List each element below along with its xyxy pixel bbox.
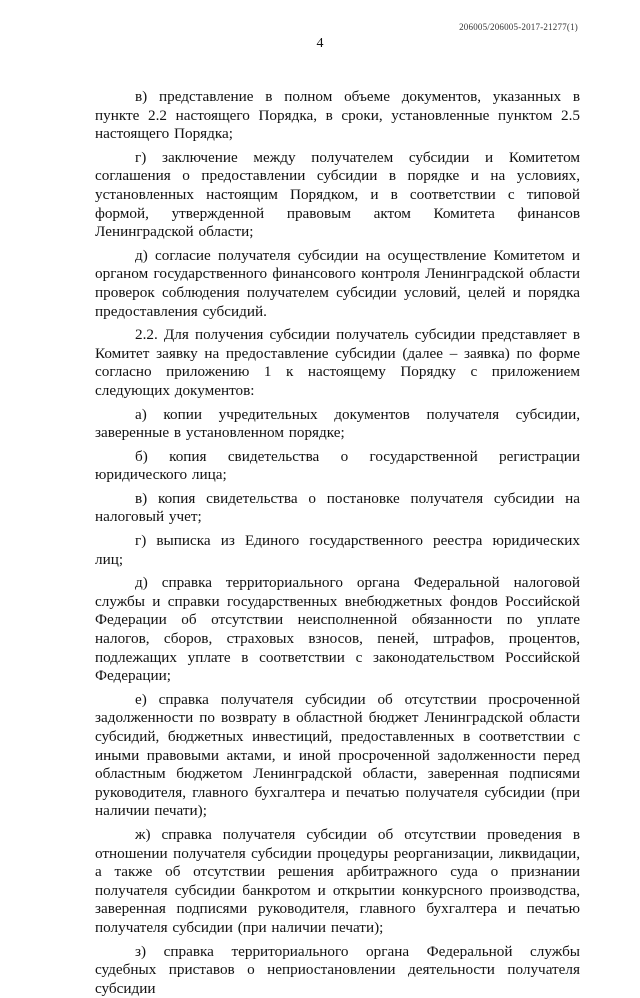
document-code: 206005/206005-2017-21277(1) [459,22,578,32]
paragraph-doc-e: е) справка получателя субсидии об отсутствии просроченной задолженности по возврату в областной бюджет Ленинградской области субсидий, бюджетных инвестиций, предоставленных в соответствии с иными правовыми актами, и иной просроченной задолженности перед областным бюджетом Ленинградской области, заверенная подписями руководителя, главного бухгалтера и печатью получателя субсидии (при наличии печати); [95,690,580,820]
paragraph-doc-zh: ж) справка получателя субсидии об отсутствии проведения в отношении получателя субсидии процедуры реорганизации, ликвидации, а также об отсутствии решения арбитражного суда о признании получателя субсидии банкротом и открытии конкурсного производства, заверенная подписями руководителя, главного бухгалтера и печатью получателя субсидии (при наличии печати); [95,825,580,936]
page-number: 4 [316,36,324,51]
document-body [95,88,580,998]
paragraph-item-g: г) заключение между получателем субсидии и Комитетом соглашения о предоставлении субсидии в порядке и на условиях, установленных настоящим Порядком, и в соответствии с типовой формой, утвержденной правовым актом Комитета финансов Ленинградской области; [95,148,580,241]
paragraph-doc-d: д) справка территориального органа Федеральной налоговой службы и справки государственных внебюджетных фондов Российской Федерации об отсутствии неисполненной обязанности по уплате налогов, сборов, страховых взносов, пеней, штрафов, процентов, подлежащих уплате в соответствии с законодательством Российской Федерации; [95,574,580,685]
paragraph-item-d: д) согласие получателя субсидии на осуществление Комитетом и органом государственного финансового контроля Ленинградской области проверок соблюдения получателем субсидии условий, целей и порядка предоставления субсидий. [95,246,580,320]
paragraph-doc-g: г) выписка из Единого государственного реестра юридических лиц; [95,532,580,568]
paragraph-section-2-2: 2.2. Для получения субсидии получатель субсидии представляет в Комитет заявку на предоставление субсидии (далее – заявка) по форме согласно приложению 1 к настоящему Порядку с приложением следующих документов: [95,326,580,399]
paragraph-doc-a: а) копии учредительных документов получателя субсидии, заверенные в установленном порядке; [95,405,580,442]
paragraph-item-v: в) представление в полном объеме документов, указанных в пункте 2.2 настоящего Порядка, в сроки, установленные пунктом 2.5 настоящего Порядка; [95,88,580,143]
paragraph-doc-b: б) копия свидетельства о государственной регистрации юридического лица; [95,447,580,484]
paragraph-doc-v: в) копия свидетельства о постановке получателя субсидии на налоговый учет; [95,489,580,526]
paragraph-doc-z: з) справка территориального органа Федеральной службы судебных приставов о неприостановлении деятельности получателя субсидии [95,942,580,997]
